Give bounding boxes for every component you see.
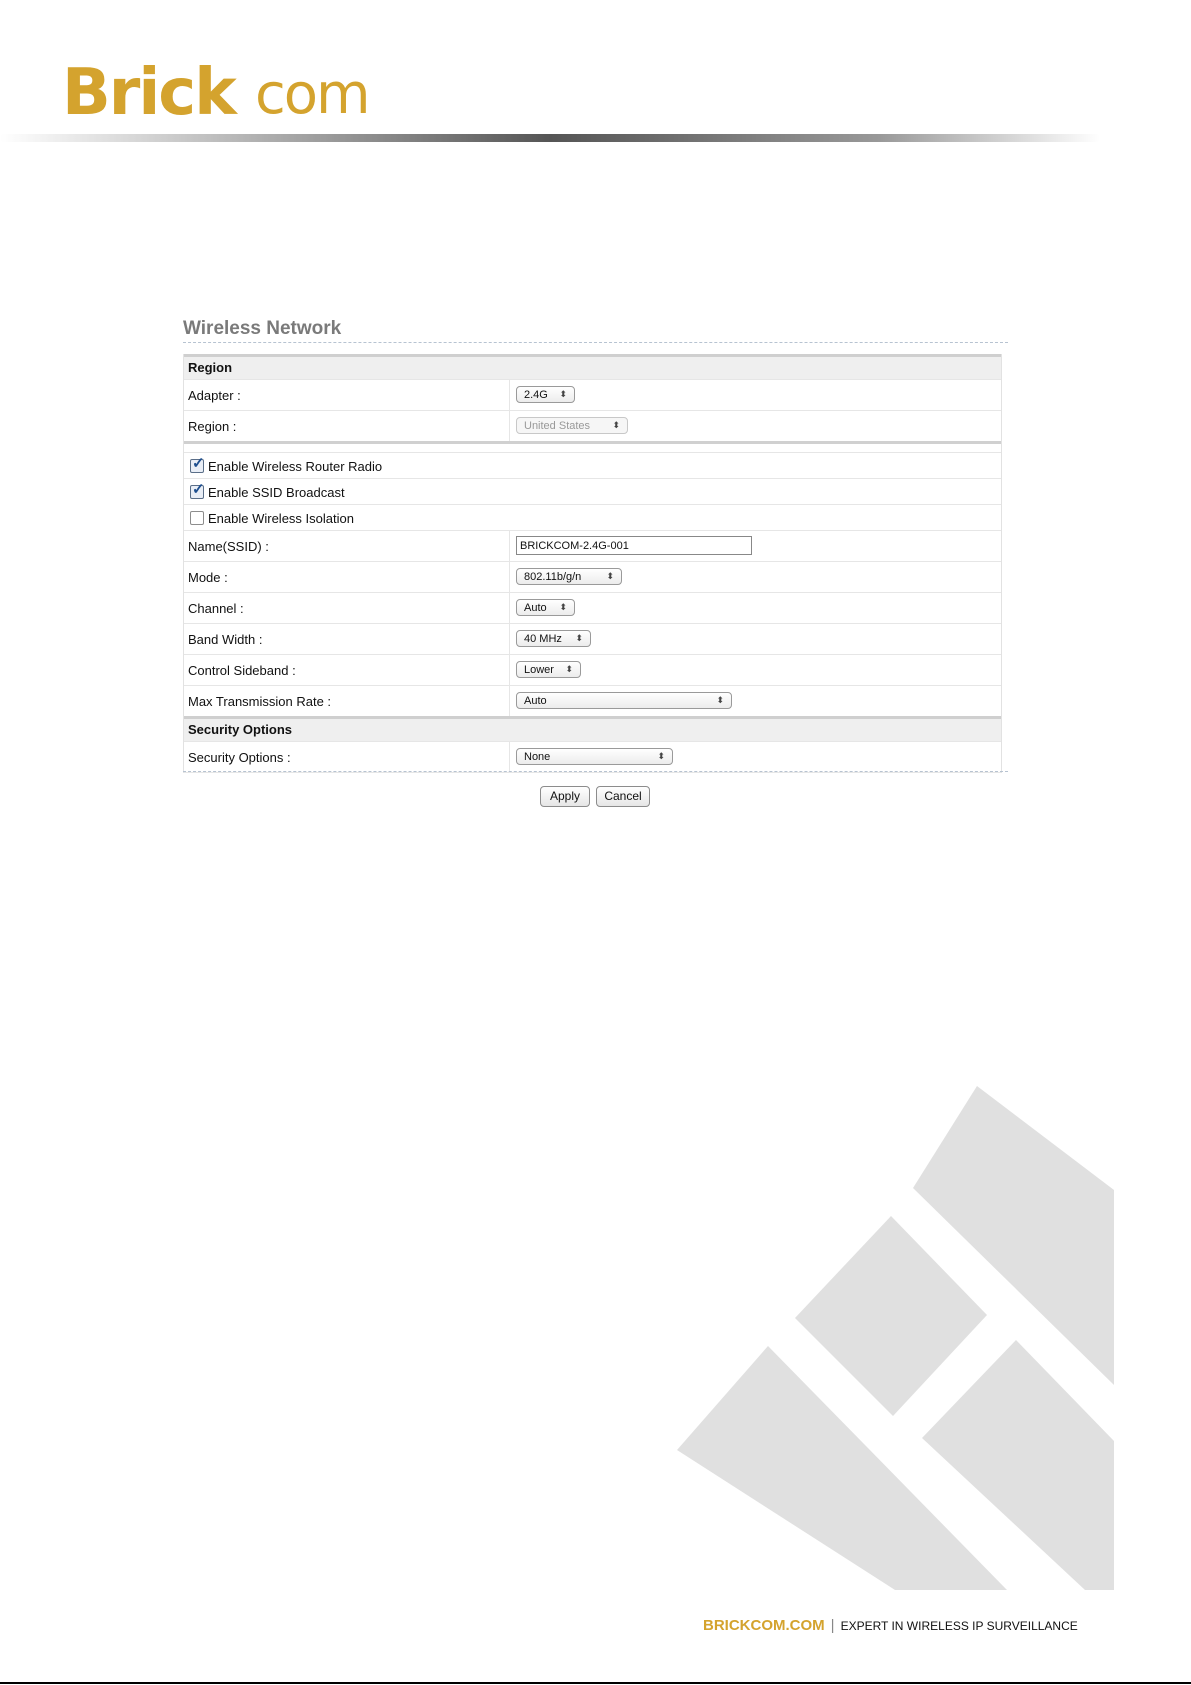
select-arrows-icon: ⬍ xyxy=(606,571,614,581)
ssid-input[interactable]: BRICKCOM-2.4G-001 xyxy=(516,536,752,555)
max-transmission-rate-select[interactable]: Auto ⬍ xyxy=(516,692,732,709)
channel-label: Channel : xyxy=(188,601,244,616)
security-options-label: Security Options : xyxy=(188,750,291,765)
channel-select[interactable]: Auto ⬍ xyxy=(516,599,575,616)
section-header-security: Security Options xyxy=(184,716,1001,741)
page-title: Wireless Network xyxy=(183,318,342,339)
checkmark-icon: ✓ xyxy=(192,455,205,472)
enable-ssid-broadcast-label: Enable SSID Broadcast xyxy=(208,485,345,500)
mode-select[interactable]: 802.11b/g/n ⬍ xyxy=(516,568,622,585)
band-width-label: Band Width : xyxy=(188,632,263,647)
enable-wireless-isolation-label: Enable Wireless Isolation xyxy=(208,511,354,526)
footer-separator: | xyxy=(830,1617,835,1634)
region-select[interactable]: United States ⬍ xyxy=(516,417,628,434)
adapter-label: Adapter : xyxy=(188,388,241,403)
select-arrows-icon: ⬍ xyxy=(559,389,567,399)
ssid-label: Name(SSID) : xyxy=(188,539,269,554)
security-options-select[interactable]: None ⬍ xyxy=(516,748,673,765)
select-arrows-icon: ⬍ xyxy=(657,751,665,761)
apply-button[interactable]: Apply xyxy=(540,786,590,807)
bottom-rule xyxy=(0,1682,1191,1684)
footer-tagline: EXPERT IN WIRELESS IP SURVEILLANCE xyxy=(840,1619,1078,1633)
page-footer xyxy=(703,1617,1078,1634)
band-width-select[interactable]: 40 MHz ⬍ xyxy=(516,630,591,647)
watermark-shape xyxy=(795,1216,987,1416)
checkmark-icon: ✓ xyxy=(192,481,205,498)
control-sideband-select[interactable]: Lower ⬍ xyxy=(516,661,581,678)
max-transmission-rate-label: Max Transmission Rate : xyxy=(188,694,332,709)
section-header-region: Region xyxy=(184,354,1001,379)
footer-brand: BRICKCOM.COM xyxy=(703,1617,825,1634)
region-label: Region : xyxy=(188,419,237,434)
control-sideband-label: Control Sideband : xyxy=(188,663,296,678)
select-arrows-icon: ⬍ xyxy=(716,695,724,705)
logo-text-bold: Brick xyxy=(62,56,235,130)
select-arrows-icon: ⬍ xyxy=(565,664,573,674)
enable-radio-label: Enable Wireless Router Radio xyxy=(208,459,383,474)
select-arrows-icon: ⬍ xyxy=(612,420,620,430)
adapter-select[interactable]: 2.4G ⬍ xyxy=(516,386,575,403)
logo-text-light: com xyxy=(255,62,369,127)
select-arrows-icon: ⬍ xyxy=(559,602,567,612)
cancel-button[interactable]: Cancel xyxy=(596,786,650,807)
select-arrows-icon: ⬍ xyxy=(575,633,583,643)
mode-label: Mode : xyxy=(188,570,228,585)
